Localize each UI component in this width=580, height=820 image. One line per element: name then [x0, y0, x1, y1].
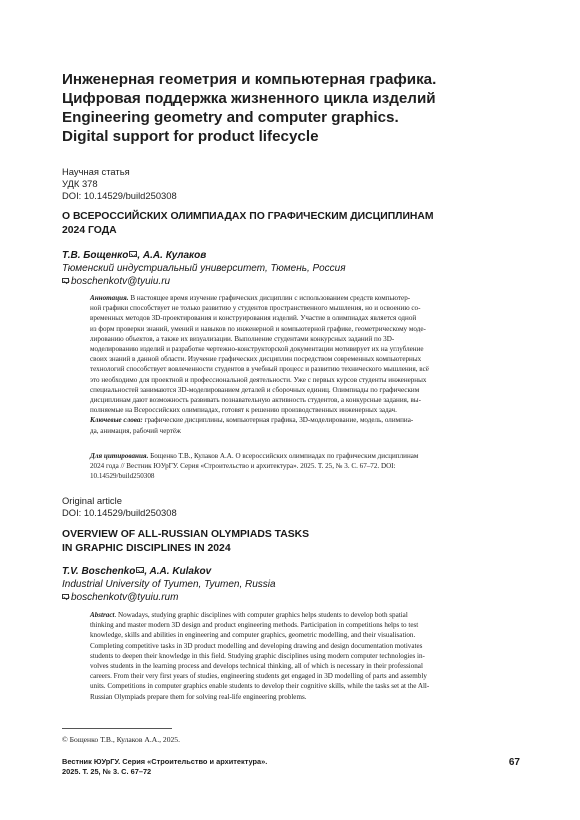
- en-abstract-line: . Nowadays, studying graphic disciplines with computer graphics helps students to develop both spatial: [114, 611, 408, 619]
- section-title-line: Engineering geometry and computer graphics.: [62, 109, 399, 126]
- en-authors: [62, 566, 532, 579]
- ru-author-1: Т.В. Бощенко: [62, 250, 129, 261]
- ru-cite-line: Бощенко Т.В., Кулаков А.А. О всероссийских олимпиадах по графическим дисциплинам: [148, 452, 419, 460]
- envelope-icon: [62, 594, 69, 599]
- ru-udk: УДК 378: [62, 178, 98, 189]
- ru-abstract-line: моделированию изделий и разработке чертежно-конструкторской документации мотивирует их на углубление: [90, 345, 424, 354]
- journal-footer: [62, 757, 267, 777]
- ru-email[interactable]: boschenkotv@tyuiu.ru: [71, 275, 171, 287]
- ru-doi: DOI: 10.14529/build250308: [62, 190, 177, 201]
- ru-cite-label: Для цитирования.: [90, 452, 149, 460]
- en-abstract-line: thinking and master modern 3D design and product engineering methods. Participation in competitions helps to test: [90, 621, 419, 630]
- ru-email-line: [62, 276, 532, 289]
- ru-author-2: , А.А. Кулаков: [137, 250, 207, 261]
- en-abstract-line: careers. From their very first years of studies, engineering students get engaged in 3D modelling of parts and assembly: [90, 672, 427, 681]
- en-meta: [62, 495, 532, 519]
- ru-cite-line: 10.14529/build250308: [90, 472, 155, 481]
- en-affiliation: Industrial University of Tyumen, Tyumen, Russia: [62, 578, 276, 590]
- envelope-icon: [129, 251, 137, 257]
- ru-abstract-line: временных методов 3D-проектирования и конструирования изделий. Участие в олимпиадах является одной: [90, 314, 417, 323]
- ru-citation: [90, 451, 517, 482]
- ru-abstract: [90, 293, 517, 436]
- en-abstract-line: Completing competitive tasks in 3D product modelling and developing drawing and design documentation motivates: [90, 641, 423, 650]
- ru-keywords-cont: да, анимация, рабочий чертёж: [90, 426, 181, 435]
- ru-abstract-line: лированию объектов, а также их визуализации. Выполнение студентами конкурсных заданий по 3D-: [90, 334, 395, 343]
- envelope-icon: [136, 567, 144, 573]
- ru-affiliation: Тюменский индустриальный университет, Тюмень, Россия: [62, 262, 346, 274]
- en-abstract-line: students to deepen their knowledge in this field. Studying graphic disciplines using modern computer technologies in-: [90, 651, 425, 660]
- ru-authors: [62, 250, 532, 263]
- ru-abstract-line: специальностей занимаются 3D-моделированием деталей и сборочных единиц. Олимпиады по графическим: [90, 385, 420, 394]
- ru-abstract-line: В настоящее время изучение графических дисциплин с использованием средств компьютер-: [128, 294, 411, 302]
- ru-cite-line: 2024 года // Вестник ЮУрГУ. Серия «Строительство и архитектура». 2025. Т. 25, № 3. С. 67–72. DOI:: [90, 462, 396, 471]
- ru-title-line: О ВСЕРОССИЙСКИХ ОЛИМПИАДАХ ПО ГРАФИЧЕСКИМ ДИСЦИПЛИНАМ: [62, 211, 434, 222]
- en-abstract-label: Abstract: [90, 611, 115, 619]
- ru-abstract-line: из форм проверки знаний, умений и навыков по инженерной и компьютерной графике, геометрическому моде-: [90, 324, 426, 333]
- ru-keywords-label: Ключевые слова:: [90, 416, 143, 425]
- ru-article-type: Научная статья: [62, 166, 130, 177]
- en-email[interactable]: boschenkotv@tyuiu.rum: [71, 591, 179, 603]
- ru-abstract-line: технологий способствует вовлеченности студентов в учебный процесс и развитию технического мышления, всё: [90, 365, 429, 374]
- en-title-line: OVERVIEW OF ALL-RUSSIAN OLYMPIADS TASKS: [62, 529, 310, 540]
- journal-name: Вестник ЮУрГУ. Серия «Строительство и архитектура».: [62, 757, 268, 766]
- ru-abstract-line: это необходимо для проектной и профессиональной деятельности. Уже с первых курсов студенты инженерных: [90, 375, 427, 384]
- section-title: [62, 70, 532, 146]
- en-doi: DOI: 10.14529/build250308: [62, 507, 177, 518]
- en-abstract-line: knowledge, skills and abilities in engineering and computer graphics, geometric modelling, and their visualisation.: [90, 631, 416, 640]
- section-title-line: Digital support for product lifecycle: [62, 128, 319, 145]
- ru-keywords: графические дисциплины, компьютерная графика, 3D-моделирование, модель, олимпиа-: [142, 416, 414, 425]
- ru-abstract-line: полняемые на Всероссийских олимпиадах, готовят к решению производственных инженерных задач.: [90, 406, 397, 415]
- en-abstract-line: units. Competitions in computer graphics enable students to develop their cognitive skills, while the tasks set at the All-: [90, 682, 430, 691]
- en-article-title: [62, 528, 532, 555]
- ru-authors-block: [62, 250, 532, 288]
- en-email-line: [62, 592, 532, 605]
- copyright-footnote: © Бощенко Т.В., Кулаков А.А., 2025.: [62, 735, 180, 744]
- ru-abstract-line: дисциплинам дают возможность развивать познавательную активность студентов, а конкурсные задания, вы-: [90, 396, 421, 405]
- envelope-icon: [62, 278, 69, 283]
- ru-abstract-line: своих знаний в данной области. Изучение графических дисциплин посредством современных компьютерных: [90, 355, 422, 364]
- journal-issue: 2025. Т. 25, № 3. С. 67–72: [62, 767, 152, 776]
- en-article-type: Original article: [62, 495, 122, 506]
- en-authors-block: [62, 566, 532, 604]
- en-author-2: , A.A. Kulakov: [144, 566, 212, 577]
- en-author-1: T.V. Boschenko: [62, 566, 136, 577]
- ru-title-line: 2024 ГОДА: [62, 224, 117, 236]
- ru-abstract-label: Аннотация.: [90, 294, 129, 302]
- ru-meta: [62, 166, 532, 202]
- page-number: 67: [508, 757, 520, 768]
- footnote-divider: [62, 728, 172, 729]
- section-title-line: Инженерная геометрия и компьютерная графика.: [62, 71, 437, 88]
- ru-article-title: [62, 210, 532, 237]
- en-abstract: [90, 610, 517, 702]
- section-title-line: Цифровая поддержка жизненного цикла изделий: [62, 90, 436, 107]
- en-abstract-line: volves students in the learning process and develops technical thinking, all of which is necessary in their professional: [90, 662, 423, 671]
- ru-abstract-line: ной графики способствует не только развитию у студентов пространственного мышления, но и освоению со-: [90, 304, 421, 313]
- en-abstract-line: Russian Olympiads prepare them for solving real-life engineering problems.: [90, 692, 307, 701]
- en-title-line: IN GRAPHIC DISCIPLINES IN 2024: [62, 542, 231, 554]
